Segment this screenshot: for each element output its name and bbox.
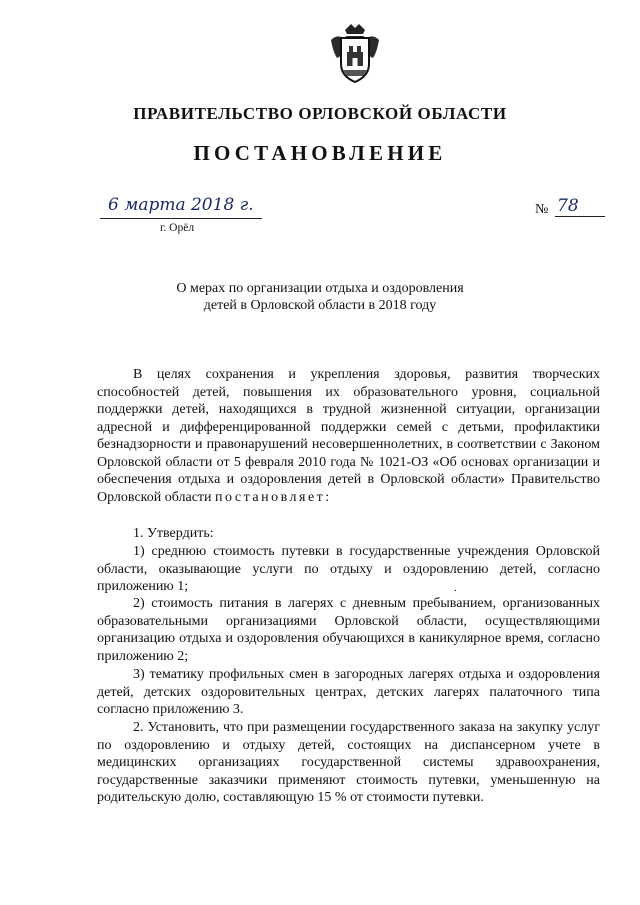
subject-line-1: О мерах по организации отдыха и оздоровления [176, 281, 464, 296]
handwritten-date: 6 марта 2018 г. [108, 195, 254, 215]
point-2-paragraph: 2. Установить, что при размещении государственного заказа на закупку услуг по оздоровлению и отдыху детей, состоящих на диспансерном учете в медицинских организациях государственной системы здравоохранения, государственные заказчики применяют стоимость путевки, уменьшенную на родительскую долю, составляющую 15 % от стоимости путевки. [97, 720, 600, 805]
preamble-paragraph [97, 366, 600, 506]
number-label: № [535, 202, 549, 217]
date-underline [100, 218, 262, 219]
orel-coat-of-arms-icon [327, 22, 383, 84]
document-type: ПОСТАНОВЛЕНИЕ [193, 141, 447, 165]
stray-mark: . [454, 582, 457, 594]
document-subject [120, 280, 520, 314]
city-label: г. Орёл [160, 222, 195, 234]
approve-heading: 1. Утвердить: [133, 526, 214, 541]
subject-line-2: детей в Орловской области в 2018 году [203, 298, 437, 313]
approve-item-3: 3) тематику профильных смен в загородных лагерях отдыха и оздоровления детей, детских оздоровительных центрах, детских лагерях палаточного типа согласно приложению 3. [97, 667, 600, 717]
approve-item-1: 1) среднюю стоимость путевки в государственные учреждения Орловской области, оказывающие услуги по отдыху и оздоровлению детей, согласно приложению 1; [97, 544, 600, 594]
number-underline [555, 216, 605, 217]
approve-item-2: 2) стоимость питания в лагерях с дневным пребыванием, организованных образовательными организациями Орловской области, осуществляющими организацию отдыха и оздоровления обучающихся в каникулярное время, согласно приложению 2; [97, 596, 600, 664]
government-title: ПРАВИТЕЛЬСТВО ОРЛОВСКОЙ ОБЛАСТИ [133, 104, 507, 123]
preamble-text: В целях сохранения и укрепления здоровья, развития творческих способностей детей, повышения их образовательного уровня, социальной поддержки детей, находящихся в трудной жизненной ситуации, организации адресной и дифференцированной поддержки семей с детьми, профилактики безнадзорности и правонарушений несовершеннолетних, в соответствии с Законом Орловской области от 5 февраля 2010 года № 1021-ОЗ «Об основах организации и обеспечения отдыха и оздоровления детей в Орловской области» Правительство Орловской области [97, 367, 600, 505]
resolves-word: постановляет: [215, 489, 332, 505]
handwritten-number: 78 [557, 196, 579, 216]
